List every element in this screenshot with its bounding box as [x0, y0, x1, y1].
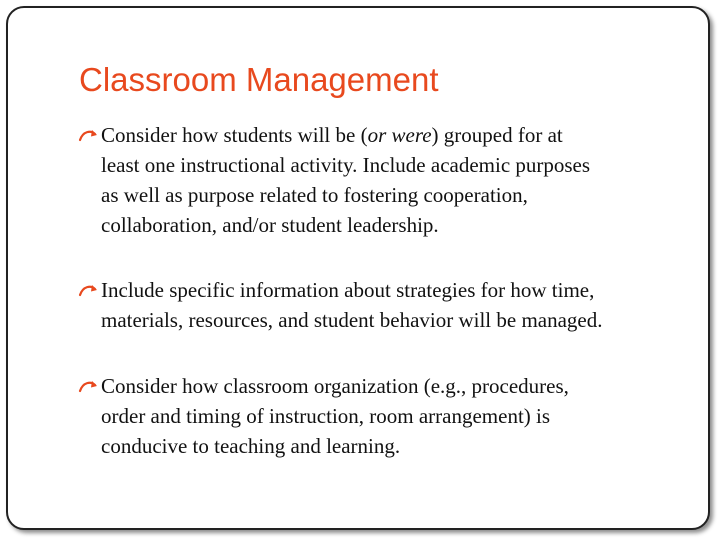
bullet-text-line: order and timing of instruction, room arrangement) is	[101, 404, 551, 428]
slide-title: Classroom Management	[79, 61, 439, 98]
bullet-text-line: Consider how classroom organization (e.g., procedures,	[101, 374, 569, 398]
bullet-text-line: as well as purpose related to fostering cooperation,	[101, 183, 528, 207]
bullet-text-line: collaboration, and/or student leadership.	[101, 213, 439, 237]
bullet-text-line: least one instructional activity. Include academic purposes	[101, 153, 591, 177]
curved-arrow-bullet-icon	[78, 378, 100, 394]
curved-arrow-bullet-icon	[78, 282, 100, 298]
bullet-text-line: materials, resources, and student behavior will be managed.	[101, 308, 603, 332]
bullet-text-line: Include specific information about strategies for how time,	[101, 278, 595, 302]
bullet-item-organization	[78, 371, 678, 461]
bullet-text-line: Consider how students will be (or were) grouped for at	[101, 123, 563, 147]
bullet-item-strategies	[78, 275, 678, 335]
bullet-item-grouping	[78, 120, 678, 240]
curved-arrow-bullet-icon	[78, 127, 100, 143]
bullet-text-line: conducive to teaching and learning.	[101, 434, 401, 458]
